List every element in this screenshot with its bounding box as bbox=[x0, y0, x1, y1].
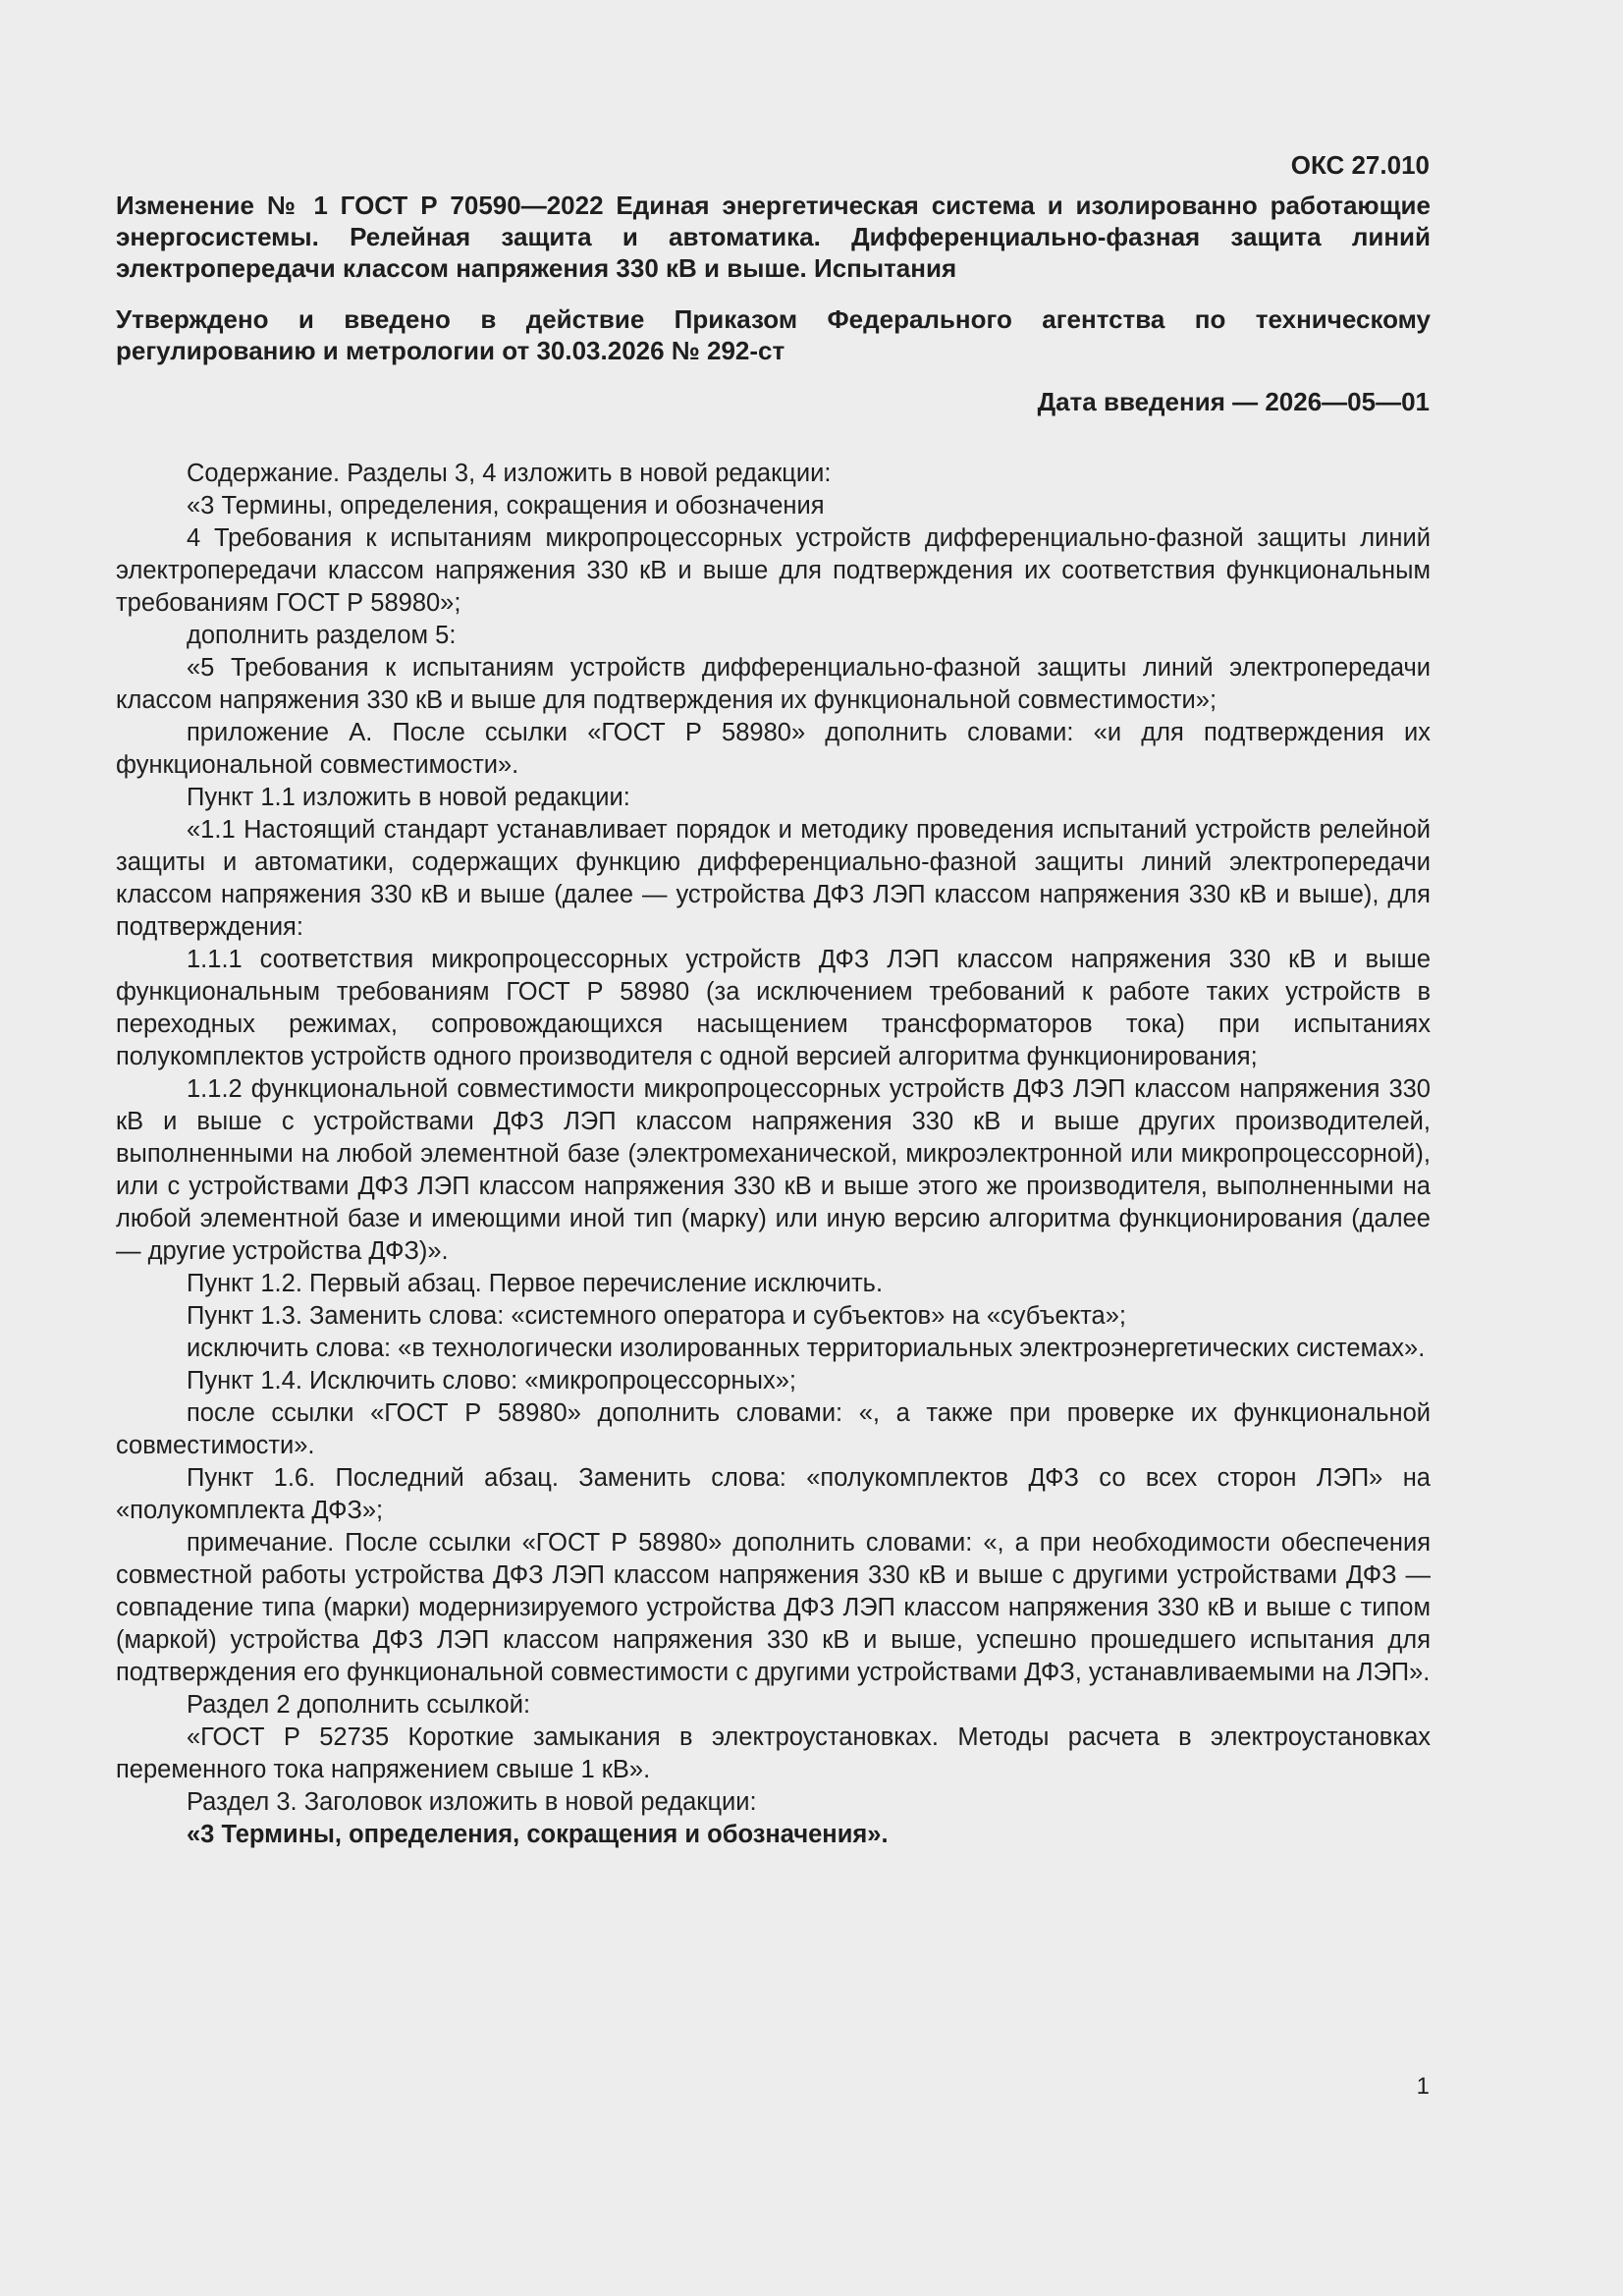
oks-code: ОКС 27.010 bbox=[1290, 150, 1430, 180]
paragraph: «ГОСТ Р 52735 Короткие замыкания в электроустановках. Методы расчета в электроустановках переменного тока напряжением свыше 1 кВ». bbox=[116, 1723, 1431, 1783]
paragraph: Раздел 3. Заголовок изложить в новой редакции: bbox=[187, 1788, 757, 1816]
paragraph: приложение А. После ссылки «ГОСТ Р 58980» дополнить словами: «и для подтверждения их функциональной совместимости». bbox=[116, 719, 1431, 779]
paragraph: Пункт 1.1 изложить в новой редакции: bbox=[187, 784, 630, 811]
paragraph: 1.1.1 соответствия микропроцессорных устройств ДФЗ ЛЭП классом напряжения 330 кВ и выше функциональным требованиям ГОСТ Р 58980 (за исключением требований к работе таких устройств в переходных режимах, сопровождающихся насыщением трансформаторов тока) при испытаниях полукомплектов устройств одного производителя с одной версией алгоритма функционирования; bbox=[116, 946, 1431, 1070]
approval-statement: Утверждено и введено в действие Приказом Федерального агентства по техническому регулированию и метрологии от 30.03.2026 № 292-ст bbox=[116, 304, 1431, 365]
paragraph: дополнить разделом 5: bbox=[187, 622, 457, 649]
page-number: 1 bbox=[1416, 2073, 1430, 2100]
paragraph: 4 Требования к испытаниям микропроцессорных устройств дифференциально-фазной защиты линий электропередачи классом напряжения 330 кВ и выше для подтверждения их соответствия функциональным требованиям ГОСТ Р 58980»; bbox=[116, 524, 1431, 617]
date-of-introduction: Дата введения — 2026—05—01 bbox=[1037, 387, 1430, 416]
section-heading-paragraph: «3 Термины, определения, сокращения и обозначения». bbox=[187, 1821, 889, 1848]
paragraph: Пункт 1.3. Заменить слова: «системного оператора и субъектов» на «субъекта»; bbox=[187, 1302, 1126, 1330]
paragraph: «3 Термины, определения, сокращения и обозначения bbox=[187, 492, 825, 519]
paragraph: исключить слова: «в технологически изолированных территориальных электроэнергетических системах». bbox=[187, 1335, 1426, 1362]
paragraph: Раздел 2 дополнить ссылкой: bbox=[187, 1691, 531, 1719]
paragraph: Пункт 1.2. Первый абзац. Первое перечисление исключить. bbox=[187, 1270, 884, 1297]
paragraph: Пункт 1.4. Исключить слово: «микропроцессорных»; bbox=[187, 1367, 796, 1394]
document-title: Изменение № 1 ГОСТ Р 70590—2022 Единая энергетическая система и изолированно работающие энергосистемы. Релейная защита и автоматика. Дифференциально-фазная защита линий электропередачи классом напряжения 330 кВ и выше. Испытания bbox=[116, 191, 1431, 283]
paragraph: Содержание. Разделы 3, 4 изложить в новой редакции: bbox=[187, 460, 832, 487]
paragraph: Пункт 1.6. Последний абзац. Заменить слова: «полукомплектов ДФЗ со всех сторон ЛЭП» на «полукомплекта ДФЗ»; bbox=[116, 1464, 1431, 1524]
paragraph: примечание. После ссылки «ГОСТ Р 58980» дополнить словами: «, а при необходимости обеспечения совместной работы устройства ДФЗ ЛЭП классом напряжения 330 кВ и выше с другими устройствами ДФЗ — совпадение типа (марки) модернизируемого устройства ДФЗ ЛЭП классом напряжения 330 кВ и выше с типом (маркой) устройства ДФЗ ЛЭП классом напряжения 330 кВ и выше, успешно прошедшего испытания для подтверждения его функциональной совместимости с другими устройствами ДФЗ, устанавливаемыми на ЛЭП». bbox=[116, 1529, 1431, 1686]
paragraph: 1.1.2 функциональной совместимости микропроцессорных устройств ДФЗ ЛЭП классом напряжения 330 кВ и выше с устройствами ДФЗ ЛЭП классом напряжения 330 кВ и выше других производителей, выполненными на любой элементной базе (электромеханической, микроэлектронной или микропроцессорной), или с устройствами ДФЗ ЛЭП классом напряжения 330 кВ и выше этого же производителя, выполненными на любой элементной базе и имеющими иной тип (марку) или иную версию алгоритма функционирования (далее — другие устройства ДФЗ)». bbox=[116, 1075, 1431, 1265]
paragraph: после ссылки «ГОСТ Р 58980» дополнить словами: «, а также при проверке их функциональной совместимости». bbox=[116, 1399, 1431, 1459]
body-text bbox=[116, 458, 1431, 1851]
paragraph: «5 Требования к испытаниям устройств дифференциально-фазной защиты линий электропередачи классом напряжения 330 кВ и выше для подтверждения их функциональной совместимости»; bbox=[116, 654, 1431, 714]
paragraph: «1.1 Настоящий стандарт устанавливает порядок и методику проведения испытаний устройств релейной защиты и автоматики, содержащих функцию дифференциально-фазной защиты линий электропередачи классом напряжения 330 кВ и выше (далее — устройства ДФЗ ЛЭП классом напряжения 330 кВ и выше), для подтверждения: bbox=[116, 816, 1431, 941]
